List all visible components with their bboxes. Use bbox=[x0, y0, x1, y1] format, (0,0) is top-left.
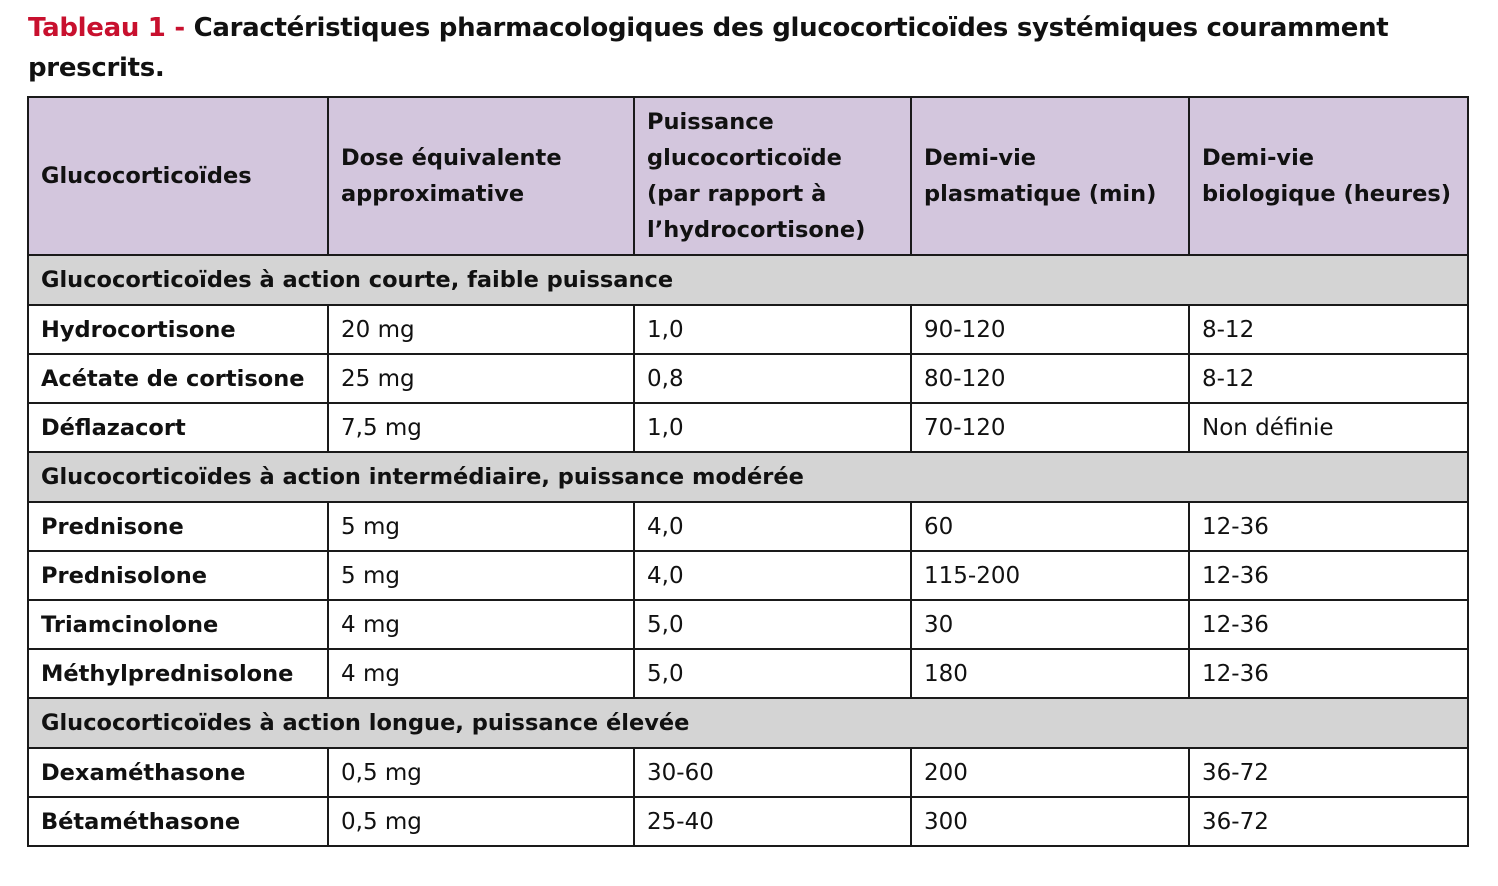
biological-half-life-cell: 8-12 bbox=[1189, 354, 1468, 403]
table-caption bbox=[28, 8, 1468, 88]
plasma-half-life-cell: 70-120 bbox=[911, 403, 1189, 452]
table-row bbox=[28, 305, 1468, 354]
table-row bbox=[28, 748, 1468, 797]
plasma-half-life-cell: 180 bbox=[911, 649, 1189, 698]
biological-half-life-cell: 12-36 bbox=[1189, 551, 1468, 600]
drug-name-cell: Bétaméthasone bbox=[28, 797, 328, 846]
drug-name-cell: Triamcinolone bbox=[28, 600, 328, 649]
plasma-half-life-cell: 30 bbox=[911, 600, 1189, 649]
biological-half-life-cell: Non définie bbox=[1189, 403, 1468, 452]
potency-cell: 1,0 bbox=[634, 305, 911, 354]
table-row bbox=[28, 551, 1468, 600]
group-label: Glucocorticoïdes à action longue, puissance élevée bbox=[28, 698, 1468, 748]
group-row bbox=[28, 452, 1468, 502]
table-row bbox=[28, 502, 1468, 551]
group-label: Glucocorticoïdes à action intermédiaire, puissance modérée bbox=[28, 452, 1468, 502]
dose-cell: 25 mg bbox=[328, 354, 634, 403]
plasma-half-life-cell: 90-120 bbox=[911, 305, 1189, 354]
potency-cell: 25-40 bbox=[634, 797, 911, 846]
drug-name-cell: Méthylprednisolone bbox=[28, 649, 328, 698]
header-cell: Demi-vie biologique (heures) bbox=[1189, 97, 1468, 255]
biological-half-life-cell: 12-36 bbox=[1189, 600, 1468, 649]
potency-cell: 5,0 bbox=[634, 600, 911, 649]
potency-cell: 4,0 bbox=[634, 502, 911, 551]
header-row bbox=[28, 97, 1468, 255]
potency-cell: 30-60 bbox=[634, 748, 911, 797]
drug-name-cell: Prednisone bbox=[28, 502, 328, 551]
biological-half-life-cell: 12-36 bbox=[1189, 502, 1468, 551]
group-row bbox=[28, 698, 1468, 748]
drug-name-cell: Acétate de cortisone bbox=[28, 354, 328, 403]
drug-name-cell: Dexaméthasone bbox=[28, 748, 328, 797]
drug-name-cell: Hydrocortisone bbox=[28, 305, 328, 354]
table-row bbox=[28, 797, 1468, 846]
drug-name-cell: Prednisolone bbox=[28, 551, 328, 600]
plasma-half-life-cell: 60 bbox=[911, 502, 1189, 551]
dose-cell: 7,5 mg bbox=[328, 403, 634, 452]
potency-cell: 5,0 bbox=[634, 649, 911, 698]
header-cell: Glucocorticoïdes bbox=[28, 97, 328, 255]
dose-cell: 5 mg bbox=[328, 551, 634, 600]
biological-half-life-cell: 36-72 bbox=[1189, 748, 1468, 797]
table-row bbox=[28, 354, 1468, 403]
biological-half-life-cell: 12-36 bbox=[1189, 649, 1468, 698]
potency-cell: 4,0 bbox=[634, 551, 911, 600]
dose-cell: 4 mg bbox=[328, 649, 634, 698]
header-cell: Dose équivalente approximative bbox=[328, 97, 634, 255]
potency-cell: 1,0 bbox=[634, 403, 911, 452]
dose-cell: 0,5 mg bbox=[328, 748, 634, 797]
group-label: Glucocorticoïdes à action courte, faible puissance bbox=[28, 255, 1468, 305]
dose-cell: 20 mg bbox=[328, 305, 634, 354]
table-row bbox=[28, 649, 1468, 698]
biological-half-life-cell: 36-72 bbox=[1189, 797, 1468, 846]
plasma-half-life-cell: 115-200 bbox=[911, 551, 1189, 600]
dose-cell: 0,5 mg bbox=[328, 797, 634, 846]
caption-label: Tableau 1 - bbox=[28, 13, 185, 43]
dose-cell: 4 mg bbox=[328, 600, 634, 649]
header-cell: Puissance glucocorticoïde (par rapport à l’hydrocortisone) bbox=[634, 97, 911, 255]
table-row bbox=[28, 600, 1468, 649]
glucocorticoid-table bbox=[27, 96, 1469, 847]
plasma-half-life-cell: 300 bbox=[911, 797, 1189, 846]
dose-cell: 5 mg bbox=[328, 502, 634, 551]
table-row bbox=[28, 403, 1468, 452]
plasma-half-life-cell: 80-120 bbox=[911, 354, 1189, 403]
potency-cell: 0,8 bbox=[634, 354, 911, 403]
group-row bbox=[28, 255, 1468, 305]
drug-name-cell: Déflazacort bbox=[28, 403, 328, 452]
plasma-half-life-cell: 200 bbox=[911, 748, 1189, 797]
header-cell: Demi-vie plasmatique (min) bbox=[911, 97, 1189, 255]
caption-title: Caractéristiques pharmacologiques des glucocorticoïdes systémiques couramment prescrits. bbox=[28, 13, 1389, 83]
biological-half-life-cell: 8-12 bbox=[1189, 305, 1468, 354]
